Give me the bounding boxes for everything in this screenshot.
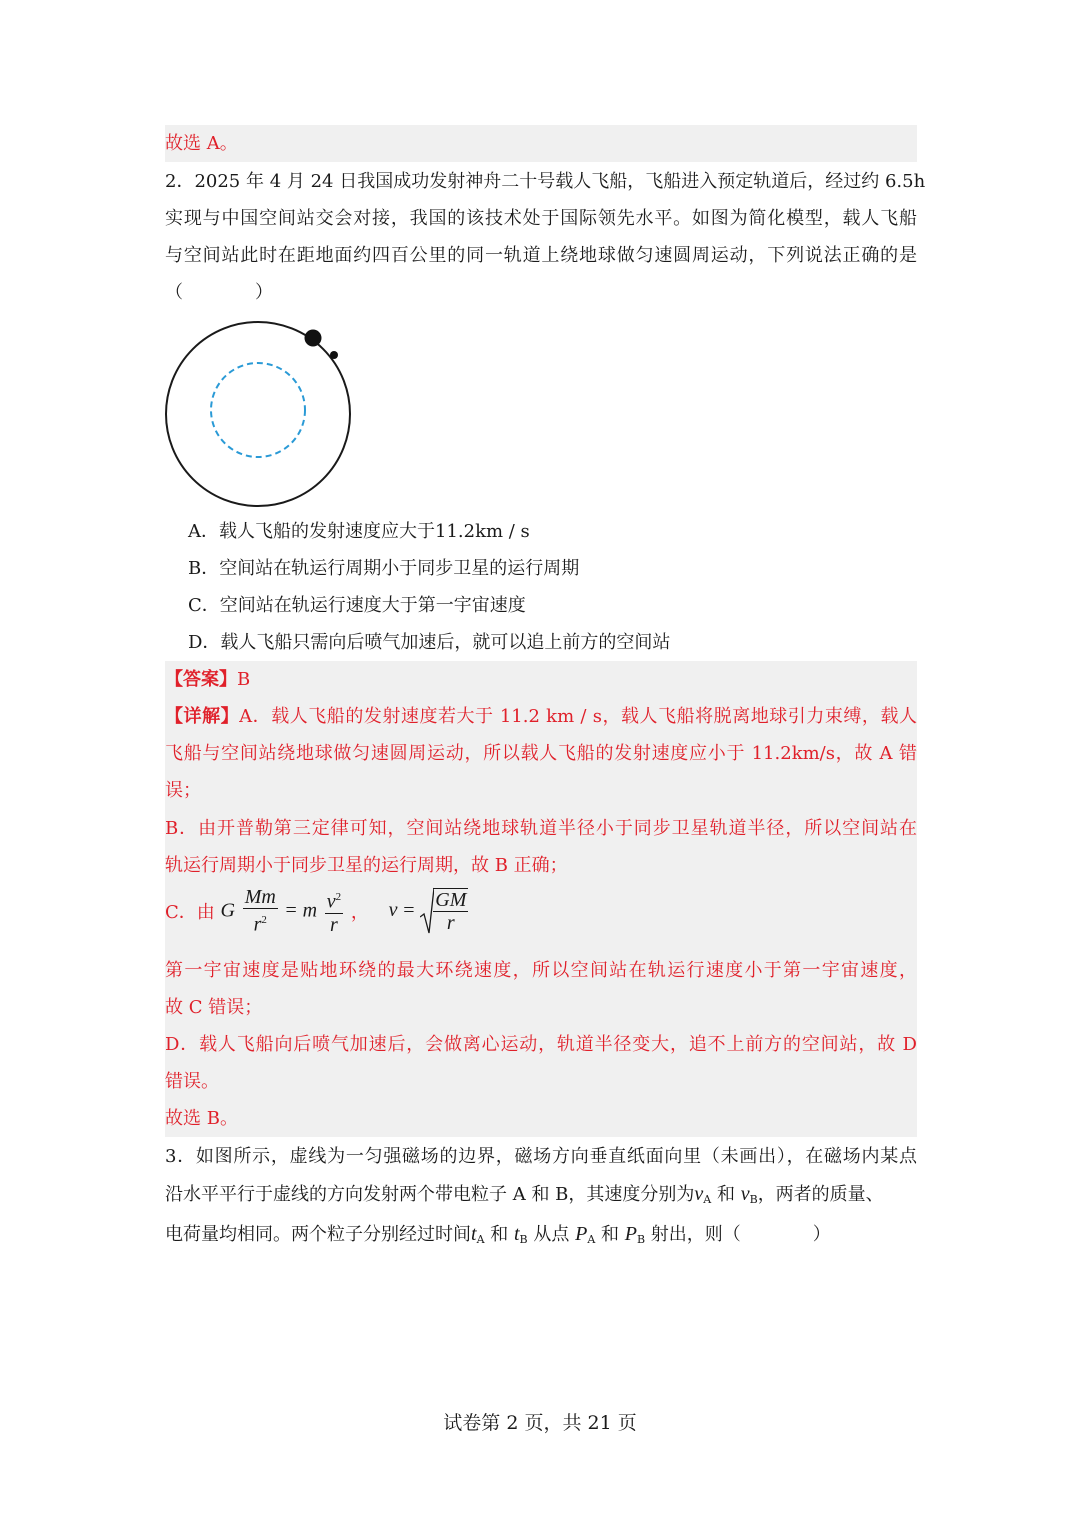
answer-line <box>165 661 917 698</box>
fraction-v2-over-r <box>325 886 343 936</box>
formula-separator: ， <box>350 901 369 923</box>
detail-line-9: 错误。 <box>165 1071 219 1092</box>
fraction-mm-over-r2 <box>243 886 278 936</box>
q2-option-b: B．空间站在轨运行周期小于同步卫星的运行周期 <box>188 558 580 579</box>
answer-value: B <box>237 669 251 690</box>
t-b-symbol: t <box>513 1223 520 1245</box>
and-text-3: 和 <box>601 1224 620 1245</box>
frac-denominator-r2b: r <box>446 911 455 934</box>
p-a-symbol: P <box>575 1223 588 1245</box>
formula-g: G <box>220 899 235 922</box>
frac-numerator-v2 <box>325 886 343 914</box>
detail-line-4: B．由开普勒第三定律可知，空间站绕地球轨道半径小于同步卫星轨道半径，所以空间站在 <box>165 818 917 839</box>
frac-numerator-mm: Mm <box>244 886 276 908</box>
detail-line-8: D．载人飞船向后喷气加速后，会做离心运动，轨道半径变大，追不上前方的空间站，故 D <box>165 1034 917 1055</box>
detail-line-6: 第一宇宙速度是贴地环绕的最大环绕速度，所以空间站在轨运行速度小于第一宇宙速度， <box>165 960 917 981</box>
formula-v: v <box>388 899 398 922</box>
space-station-dot <box>305 330 322 347</box>
detail-text-1: A．载人飞船的发射速度若大于 11.2 km / s，载人飞船将脱离地球引力束缚，载人 <box>239 706 918 727</box>
exponent-2b: 2 <box>335 891 342 903</box>
q2-stem-line-2: 实现与中国空间站交会对接，我国的该技术处于国际领先水平。如图为简化模型，载人飞船 <box>165 208 917 229</box>
sub-a-t: A <box>476 1233 485 1246</box>
formula-line <box>165 886 470 946</box>
q3-text-2b: ，两者的质量、 <box>757 1184 884 1205</box>
orbit-diagram <box>160 312 360 512</box>
formula-m: m <box>302 899 318 922</box>
detail-line-10: 故选 B。 <box>165 1108 238 1129</box>
p-b-symbol: P <box>624 1223 637 1245</box>
and-text: 和 <box>716 1184 735 1205</box>
sub-b: B <box>749 1193 758 1206</box>
outer-orbit <box>166 322 350 506</box>
page-footer: 试卷第 2 页，共 21 页 <box>443 1412 637 1434</box>
q3-stem-line-3 <box>165 1216 917 1258</box>
sub-b-p: B <box>636 1233 646 1246</box>
q2-option-d: D．载人飞船只需向后喷气加速后，就可以追上前方的空间站 <box>188 632 671 653</box>
q3-text-2a: 沿水平平行于虚线的方向发射两个带电粒子 A 和 B，其速度分别为 <box>165 1184 695 1205</box>
sub-b-t: B <box>519 1233 528 1246</box>
q2-option-c: C．空间站在轨运行速度大于第一宇宙速度 <box>188 595 526 616</box>
q2-stem-line-3: 与空间站此时在距地面约四百公里的同一轨道上绕地球做匀速圆周运动，下列说法正确的是 <box>165 245 917 266</box>
square-root <box>420 887 470 935</box>
v-symbol: v <box>326 890 336 913</box>
frac-denominator-r: r <box>330 913 338 936</box>
q2-answer-blank: （ ） <box>165 282 273 303</box>
frac-numerator-gm: GM <box>435 888 467 911</box>
fraction-gm-over-r <box>433 888 468 934</box>
answer-tag: 【答案】 <box>165 669 237 690</box>
detail-line-7: 故 C 错误； <box>165 997 263 1018</box>
equals-sign: = <box>285 899 297 922</box>
radical-sign-icon <box>420 887 434 935</box>
detail-line-5: 轨运行周期小于同步卫星的运行周期，故 B 正确； <box>165 855 568 876</box>
q3-stem-line-2 <box>165 1176 917 1218</box>
formula-prefix: C．由 <box>165 901 215 923</box>
frac-denominator-r2 <box>243 909 278 936</box>
detail-tag: 【详解】 <box>165 706 240 727</box>
q3-stem-line-1: 3．如图所示，虚线为一匀强磁场的边界，磁场方向垂直纸面向里（未画出），在磁场内某点 <box>165 1146 917 1167</box>
t-a-symbol: t <box>471 1223 477 1245</box>
detail-line-1 <box>165 698 917 735</box>
q3-text-3a: 电荷量均相同。两个粒子分别经过时间 <box>165 1224 471 1245</box>
prev-conclusion: 故选 A。 <box>165 125 917 162</box>
q2-option-a: A．载人飞船的发射速度应大于11.2km / s <box>188 521 530 542</box>
equals-sign-2: = <box>403 899 415 922</box>
q3-text-3b: 射出，则（ ） <box>650 1224 831 1245</box>
v-a-symbol: v <box>694 1183 704 1205</box>
sub-a-p: A <box>587 1233 596 1246</box>
v-b-symbol: v <box>740 1183 750 1205</box>
spacecraft-dot <box>330 351 338 359</box>
detail-line-2: 飞船与空间站绕地球做匀速圆周运动，所以载人飞船的发射速度应小于 11.2km/s，故 A 错 <box>165 743 917 764</box>
sub-a: A <box>703 1193 712 1206</box>
exponent-2: 2 <box>261 914 267 926</box>
from-point-text: 从点 <box>533 1224 570 1245</box>
detail-line-3: 误； <box>165 780 201 801</box>
and-text-2: 和 <box>490 1224 509 1245</box>
earth-dashed-circle <box>211 363 305 457</box>
r-symbol: r <box>253 913 262 936</box>
q2-stem-line-1: 2．2025 年 4 月 24 日我国成功发射神舟二十号载人飞船，飞船进入预定轨道后，经过约 6.5h <box>165 171 926 192</box>
